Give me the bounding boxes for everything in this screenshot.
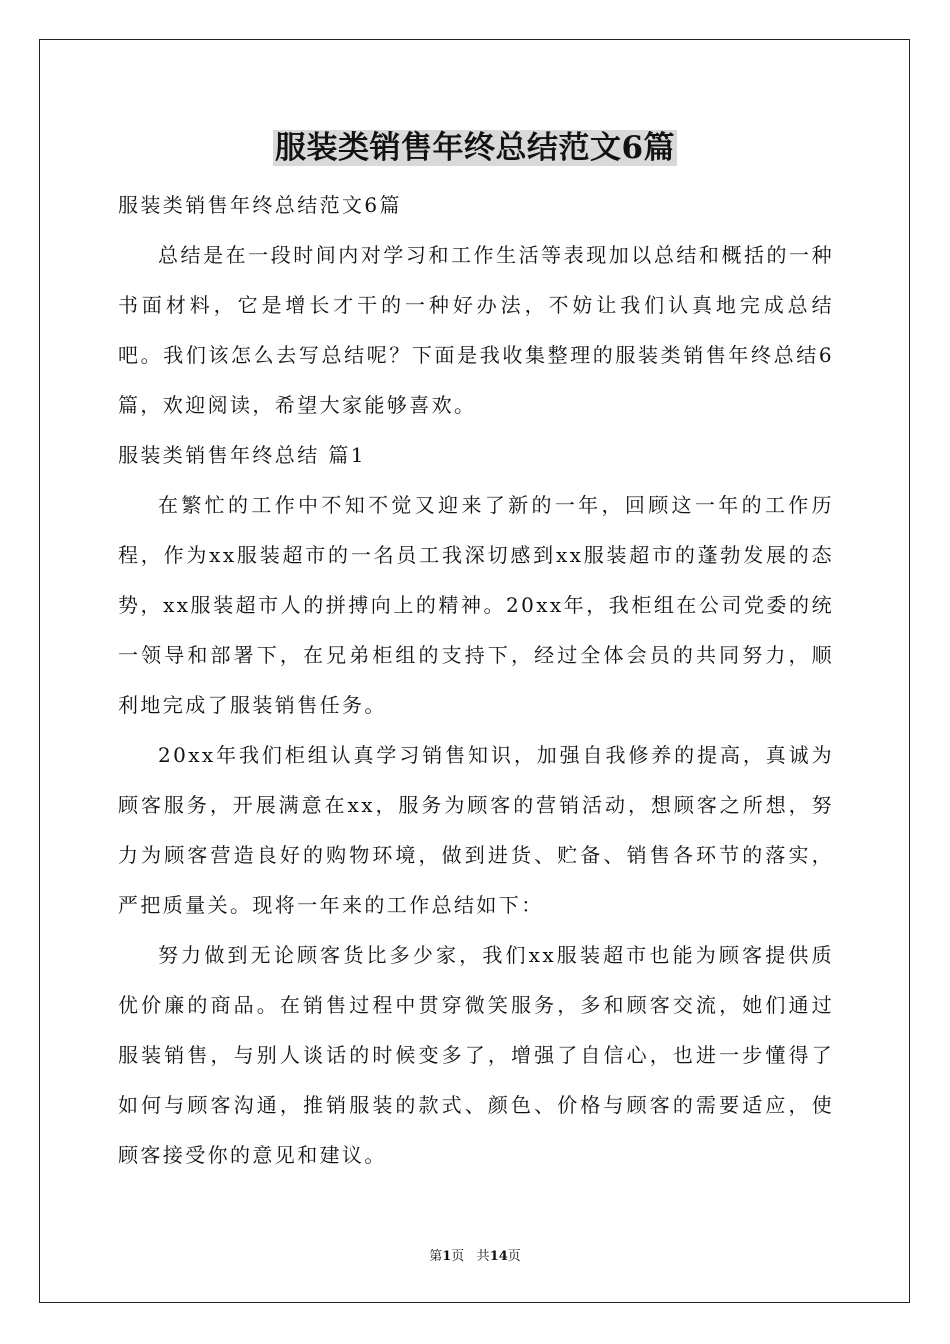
document-title-text: 服装类销售年终总结范文6篇 [274, 130, 676, 166]
footer-page-suffix: 页 [451, 1249, 465, 1264]
footer-total-suffix: 页 [507, 1249, 521, 1264]
footer-total-prefix: 共 [476, 1249, 490, 1264]
footer-page-number: 1 [442, 1249, 452, 1264]
document-subtitle: 服装类销售年终总结范文6篇 [118, 193, 402, 217]
document-title [0, 126, 950, 170]
page-footer [0, 1248, 950, 1266]
section-heading: 服装类销售年终总结 篇1 [118, 443, 366, 467]
body-paragraph-1: 在繁忙的工作中不知不觉又迎来了新的一年，回顾这一年的工作历程，作为xx服装超市的一名员工我深切感到xx服装超市的蓬勃发展的态势，xx服装超市人的拼搏向上的精神。20xx年，我柜组在公司党委的统一领导和部署下，在兄弟柜组的支持下，经过全体会员的共同努力，顺利地完成了服装销售任务。 [118, 493, 834, 717]
footer-total-pages: 14 [489, 1249, 508, 1264]
body-paragraph-2: 20xx年我们柜组认真学习销售知识，加强自我修养的提高，真诚为顾客服务，开展满意在xx，服务为顾客的营销活动，想顾客之所想，努力为顾客营造良好的购物环境，做到进货、贮备、销售各环节的落实，严把质量关。现将一年来的工作总结如下： [118, 743, 834, 917]
body-paragraph-3: 努力做到无论顾客货比多少家，我们xx服装超市也能为顾客提供质优价廉的商品。在销售过程中贯穿微笑服务，多和顾客交流，她们通过服装销售，与别人谈话的时候变多了，增强了自信心，也进一步懂得了如何与顾客沟通，推销服装的款式、颜色、价格与顾客的需要适应，使顾客接受你的意见和建议。 [118, 943, 834, 1167]
intro-paragraph: 总结是在一段时间内对学习和工作生活等表现加以总结和概括的一种书面材料，它是增长才干的一种好办法，不妨让我们认真地完成总结吧。我们该怎么去写总结呢？下面是我收集整理的服装类销售年终总结6篇，欢迎阅读，希望大家能够喜欢。 [118, 243, 834, 417]
document-body [118, 180, 834, 1180]
footer-page-prefix: 第 [429, 1249, 443, 1264]
